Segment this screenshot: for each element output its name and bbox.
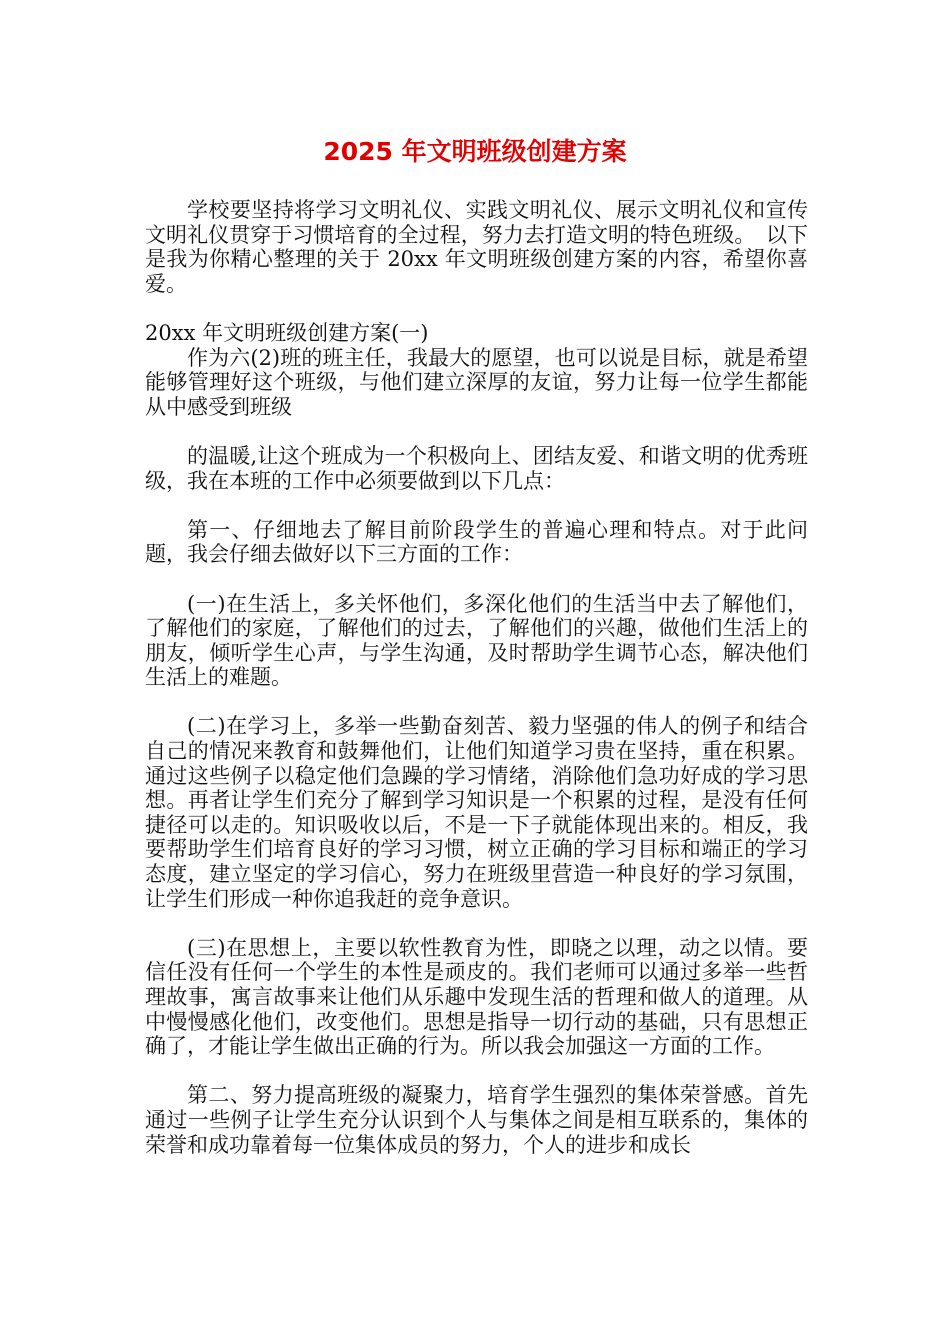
section-heading: 20xx 年文明班级创建方案(一) [145, 320, 429, 345]
body-paragraph: (二)在学习上，多举一些勤奋刻苦、毅力坚强的伟人的例子和结合自己的情况来教育和鼓舞他们，让他们知道学习贵在坚持，重在积累。通过这些例子以稳定他们急躁的学习情绪，消除他们急功好成的学习思想。再者让学生们充分了解到学习知识是一个积累的过程，是没有任何捷径可以走的。知识吸收以后，不是一下子就能体现出来的。相反，我要帮助学生们培育良好的学习习惯，树立正确的学习目标和端正的学习态度，建立坚定的学习信心，努力在班级里营造一种良好的学习氛围，让学生们形成一种你追我赶的竞争意识。 [145, 714, 808, 911]
body-paragraph: 作为六(2)班的班主任，我最大的愿望，也可以说是目标，就是希望能够管理好这个班级，与他们建立深厚的友谊，努力让每一位学生都能从中感受到班级 [145, 345, 808, 419]
body-paragraph: (三)在思想上，主要以软性教育为性，即晓之以理，动之以情。要信任没有任何一个学生的本性是顽皮的。我们老师可以通过多举一些哲理故事，寓言故事来让他们从乐趣中发现生活的哲理和做人的道理。从中慢慢感化他们，改变他们。思想是指导一切行动的基础，只有思想正确了，才能让学生做出正确的行为。所以我会加强这一方面的工作。 [145, 935, 808, 1059]
intro-paragraph: 学校要坚持将学习文明礼仪、实践文明礼仪、展示文明礼仪和宣传文明礼仪贯穿于习惯培育的全过程，努力去打造文明的特色班级。 以下是我为你精心整理的关于 20xx 年文明班级创建方案的内容，希望你喜爱。 [145, 198, 808, 296]
body-paragraph: 第一、仔细地去了解目前阶段学生的普遍心理和特点。对于此问题，我会仔细去做好以下三方面的工作： [145, 517, 808, 567]
body-paragraph: (一)在生活上，多关怀他们，多深化他们的生活当中去了解他们，了解他们的家庭，了解他们的过去，了解他们的兴趣，做他们生活上的朋友，倾听学生心声，与学生沟通，及时帮助学生调节心态，解决他们生活上的难题。 [145, 591, 808, 690]
body-paragraph: 第二、努力提高班级的凝聚力，培育学生强烈的集体荣誉感。首先通过一些例子让学生充分认识到个人与集体之间是相互联系的，集体的荣誉和成功靠着每一位集体成员的努力，个人的进步和成长 [145, 1083, 808, 1157]
body-paragraph: 的温暖,让这个班成为一个积极向上、团结友爱、和谐文明的优秀班级，我在本班的工作中必须要做到以下几点： [145, 443, 808, 493]
document-body [145, 198, 808, 1157]
document-title: 2025 年文明班级创建方案 [323, 137, 627, 166]
